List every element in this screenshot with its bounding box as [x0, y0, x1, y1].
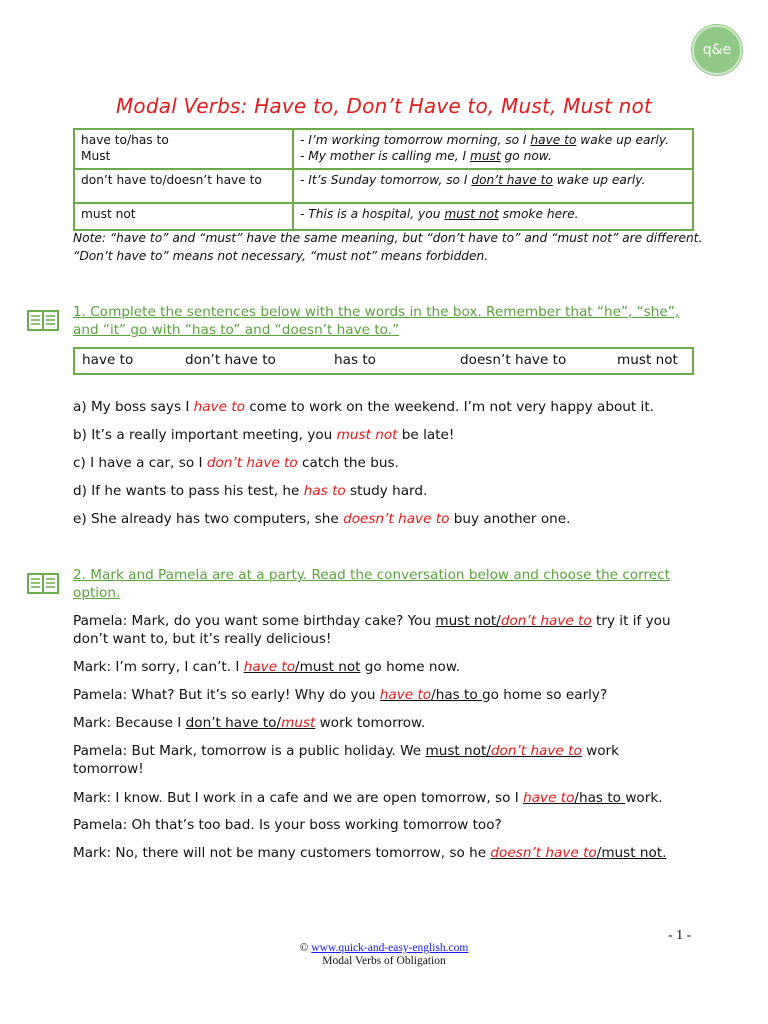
dialogue-line: Pamela: Mark, do you want some birthday cake? You must not/don’t have to try it if you don’t want to, but it’s really delicious! — [73, 613, 671, 647]
modal-reference-table — [73, 128, 694, 231]
example-text: wake up early. — [576, 133, 669, 147]
form-label: have to/has to — [81, 133, 169, 147]
usage-note — [73, 229, 713, 265]
exercise-sentence: d) If he wants to pass his test, he has to study hard. — [73, 483, 428, 499]
option-text: must not/ — [425, 743, 491, 759]
table-cell-forms — [74, 129, 293, 169]
example-text: wake up early. — [552, 173, 646, 187]
table-cell-examples — [293, 169, 693, 203]
word-box-item: have to — [82, 352, 134, 368]
note-line: Note: “have to” and “must” have the same meaning, but “don’t have to” and “must not” are different. — [73, 231, 703, 245]
answer-text: must — [281, 715, 316, 731]
answer-text: don’t have to — [206, 455, 298, 471]
dialogue-line: Pamela: But Mark, tomorrow is a public holiday. We must not/don’t have to work tomorrow! — [73, 743, 619, 777]
word-box-item: must not — [617, 352, 678, 368]
table-row — [74, 169, 693, 203]
answer-text: don’t have to — [500, 613, 592, 629]
exercise2-instruction: 2. Mark and Pamela are at a party. Read the conversation below and choose the correct option. — [73, 567, 670, 601]
page-footer — [0, 942, 768, 968]
table-row — [74, 129, 693, 169]
example-modal: don’t have to — [471, 173, 553, 187]
option-text: must not/ — [435, 613, 501, 629]
example-text: - I’m working tomorrow morning, so I — [300, 133, 531, 147]
brand-logo — [692, 25, 742, 75]
answer-text: must not — [336, 427, 398, 443]
book-icon — [27, 309, 59, 333]
example-modal: must — [469, 149, 501, 163]
answer-text: has to — [303, 483, 346, 499]
footer-link-line — [0, 942, 768, 955]
dialogue-line: Mark: I know. But I work in a cafe and we are open tomorrow, so I have to/has to work. — [73, 790, 663, 806]
exercise1-instruction: 1. Complete the sentences below with the words in the box. Remember that “he”, “she”, and “it” go with “has to” and “doesn’t have to.” — [73, 304, 680, 338]
word-box — [73, 347, 694, 375]
page-number: - 1 - — [668, 928, 692, 943]
table-cell-examples — [293, 129, 693, 169]
form-label: Must — [81, 149, 111, 163]
page-title: Modal Verbs: Have to, Don’t Have to, Must, Must not — [115, 94, 653, 118]
table-cell-forms — [74, 169, 293, 203]
answer-text: have to — [243, 659, 296, 675]
table-row — [74, 203, 693, 230]
option-text: /has to — [431, 687, 483, 703]
option-text: /must not — [295, 659, 361, 675]
book-icon — [27, 572, 59, 596]
word-box-item: don’t have to — [185, 352, 276, 368]
dialogue-line: Mark: No, there will not be many customers tomorrow, so he doesn’t have to/must not. — [73, 845, 667, 861]
dialogue-line: Mark: I’m sorry, I can’t. I have to/must not go home now. — [73, 659, 461, 675]
note-line: “Don’t have to” means not necessary, “must not” means forbidden. — [73, 249, 489, 263]
example-sentence — [300, 148, 686, 164]
example-sentence — [300, 132, 686, 148]
copyright-symbol: © — [299, 942, 309, 954]
option-text: /must not. — [596, 845, 667, 861]
example-sentence — [300, 172, 686, 188]
dialogue-line: Pamela: Oh that’s too bad. Is your boss working tomorrow too? — [73, 817, 502, 833]
example-text: - It’s Sunday tomorrow, so I — [300, 173, 472, 187]
exercise-sentence: b) It’s a really important meeting, you must not be late! — [73, 427, 455, 443]
footer-subtitle: Modal Verbs of Obligation — [322, 955, 446, 967]
answer-text: have to — [379, 687, 432, 703]
form-label: don’t have to/doesn’t have to — [81, 173, 262, 187]
dialogue-line: Pamela: What? But it’s so early! Why do you have to/has to go home so early? — [73, 687, 608, 703]
dialogue-line: Mark: Because I don’t have to/must work tomorrow. — [73, 715, 426, 731]
answer-text: don’t have to — [490, 743, 582, 759]
option-text: /has to — [574, 790, 626, 806]
logo-text: q&e — [702, 42, 732, 58]
website-link[interactable]: www.quick-and-easy-english.com — [311, 942, 469, 954]
word-box-item: has to — [334, 352, 376, 368]
example-sentence — [300, 206, 686, 222]
example-text: go now. — [500, 149, 552, 163]
example-modal: have to — [530, 133, 577, 147]
answer-text: have to — [523, 790, 575, 806]
answer-text: have to — [193, 399, 245, 415]
example-modal: must not — [444, 207, 499, 221]
answer-text: doesn’t have to — [490, 845, 597, 861]
exercise-sentence: a) My boss says I have to come to work on the weekend. I’m not very happy about it. — [73, 399, 654, 415]
table-cell-examples — [293, 203, 693, 230]
exercise-sentence: e) She already has two computers, she doesn’t have to buy another one. — [73, 511, 571, 527]
example-text: - This is a hospital, you — [300, 207, 445, 221]
form-label: must not — [81, 207, 136, 221]
table-cell-forms — [74, 203, 293, 230]
word-box-item: doesn’t have to — [460, 352, 567, 368]
example-text: - My mother is calling me, I — [300, 149, 470, 163]
exercise-sentence: c) I have a car, so I don’t have to catch the bus. — [73, 455, 399, 471]
option-text: don’t have to/ — [185, 715, 282, 731]
example-text: smoke here. — [498, 207, 579, 221]
answer-text: doesn’t have to — [343, 511, 450, 527]
